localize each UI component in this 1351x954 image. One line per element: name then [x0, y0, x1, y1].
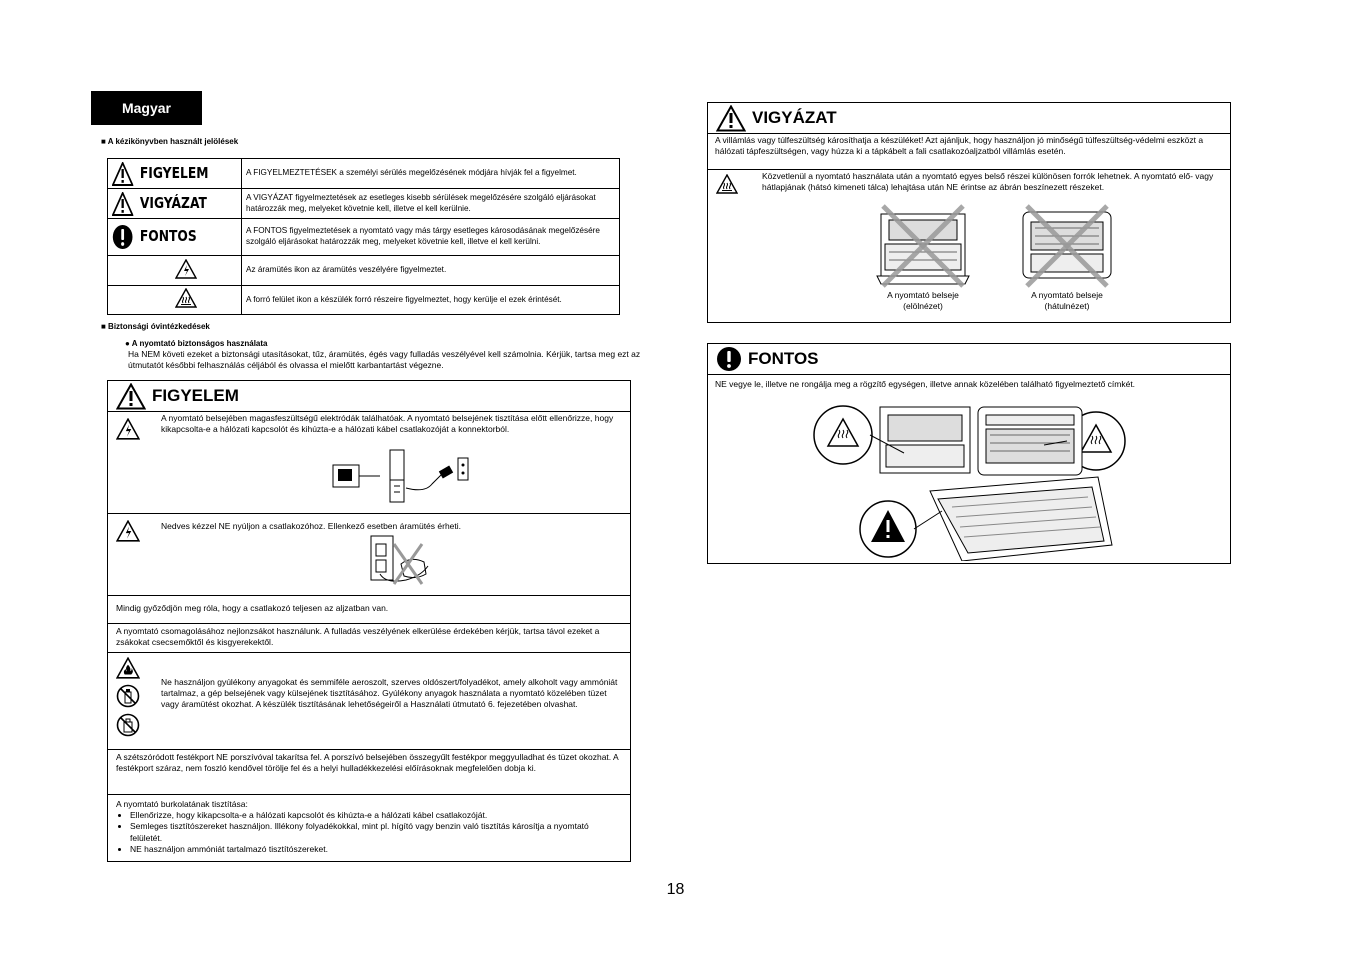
- figyelem-box-header: [108, 381, 630, 411]
- electric-shock-icon: [116, 418, 140, 440]
- figyelem-box-title: FIGYELEM: [152, 385, 239, 405]
- no-aerosol-icon: [116, 713, 140, 737]
- warning-triangle-icon: [112, 162, 133, 186]
- list-item: • Ellenőrizze, hogy kikapcsolta-e a hálózati kapcsolót és kihúzta-e a hálózati kábel csatlakozóját.: [130, 810, 622, 821]
- electric-shock-icon: [175, 259, 197, 279]
- fontos-box-title: FONTOS: [748, 348, 819, 368]
- vigyazat-row-hot-parts: Közvetlenül a nyomtató használata után a nyomtató egyes belső részei különösen forrók lehetnek. A nyomtató elő- vagy hátlapjának (hátsó kimeneti tálca) lehajtása után NE érintse az ábrán beszínezett részeket. A nyomtató belseje (elölnézet) A nyomtató belseje (hátulnézet): [708, 169, 1230, 322]
- front-caption: A nyomtató belseje (elölnézet): [887, 290, 959, 312]
- fontos-box: [707, 343, 1231, 564]
- legend-row-hot: [108, 286, 620, 315]
- printer-front-interior-illustration: [875, 204, 971, 288]
- section-heading-symbols: ■ A kézikönyvben használt jelölések: [101, 137, 239, 146]
- hot-description: A forró felület ikon a készülék forró részeire figyelmeztet, hogy kerülje el ezek érintését.: [242, 286, 620, 315]
- vigyazat-description: A VIGYÁZAT figyelmeztetések az esetleges kisebb sérülések megelőzésére szolgáló eljárásokat határozzák meg, melyeket követnie kell, illetve el kell kerülnie.: [242, 189, 620, 219]
- vigyazat-box: [707, 102, 1231, 323]
- warning-triangle-icon: [116, 383, 146, 410]
- printer-rear-interior-illustration: [1019, 204, 1115, 288]
- fire-warning-icon: [116, 657, 140, 679]
- fontos-description: A FONTOS figyelmeztetések a nyomtató vagy más tárgy esetleges károsodásának megelőzésére szolgáló eljárásokat határozzák meg, melyeket követnie kell, illetve el kell kerülni.: [242, 219, 620, 256]
- caution-triangle-icon: [112, 192, 133, 216]
- vigyazat-box-title: VIGYÁZAT: [752, 107, 837, 127]
- vigyazat-box-header: [708, 103, 1230, 133]
- unplug-illustration: [330, 448, 476, 506]
- vigyazat-row-lightning: A villámlás vagy túlfeszültség károsíthatja a készüléket! Azt ajánljuk, hogy használjon jó minőségű túlfeszültség-védelmi eszközt a hálózati tápfeszültségen, vagy húzza ki a tápkábelt a fali csatlakozóaljzatból villámlás esetén.: [708, 133, 1230, 169]
- legend-row-shock: [108, 256, 620, 286]
- fontos-row-label: NE vegye le, illetve ne rongálja meg a rögzítő egységen, illetve annak közelében található figyelmeztető címkét.: [708, 374, 1230, 563]
- list-item: • Semleges tisztítószereket használjon. Illékony folyadékokkal, mint pl. hígító vagy benzin való tisztítás károsítja a nyomtató felületét.: [130, 821, 622, 843]
- intro-paragraph: Ha NEM követi ezeket a biztonsági utasításokat, tűz, áramütés, égés vagy fulladás veszélyével kell számolnia. Kérjük, tartsa meg ezt az útmutatót későbbi felhasználás céljából és olvassa el mielőtt karbantartást végezne.: [128, 349, 641, 371]
- hot-surface-icon: [175, 288, 197, 308]
- figyelem-row-flammable: Ne használjon gyúlékony anyagokat és semmiféle aeroszolt, szerves oldószert/folyadékot, amely alkoholt vagy ammóniát tartalmaz, a gép belsejének vagy külsejének tisztításához. Gyúlékony anyagok használata a nyomtató közelében tüzet vagy áramütést okozhat. A készülék tisztításának lehetőségeiről a Használati útmutató 6. fejezetében olvashat.: [108, 652, 630, 749]
- figyelem-label: FIGYELEM: [139, 163, 209, 182]
- list-item: • NE használjon ammóniát tartalmazó tisztítószereket.: [130, 844, 622, 855]
- figyelem-row-electrodes: A nyomtató belsejében magasfeszültségű elektródák találhatóak. A nyomtató belsejének tisztítása előtt ellenőrizze, hogy kikapcsolta-e a hálózati kapcsolót és kihúzta-e a hálózati kábel csatlakozóját a konnektorból.: [108, 411, 630, 513]
- figyelem-row-plastic-bags: A nyomtató csomagolásához nejlonzsákot használunk. A fulladás veszélyének elkerülése érdekében kérjük, tartsa távol ezeket a zsákokat csecsemőktől és kisgyerekektől.: [108, 623, 630, 652]
- page-number: 18: [666, 881, 685, 898]
- wet-hands-illustration: [366, 534, 434, 590]
- legend-row-vigyazat: [108, 189, 620, 219]
- rear-caption: A nyomtató belseje (hátulnézet): [1031, 290, 1103, 312]
- language-tab: Magyar: [91, 91, 202, 125]
- section-heading-safety: ■ Biztonsági óvintézkedések: [101, 322, 210, 331]
- fontos-label: FONTOS: [139, 227, 197, 246]
- figyelem-description: A FIGYELMEZTETÉSEK a személyi sérülés megelőzésének módjára hívják fel a figyelmet.: [242, 159, 620, 189]
- caution-triangle-icon: [716, 105, 746, 132]
- fuser-label-illustration: [812, 395, 1130, 561]
- electric-shock-icon: [116, 520, 140, 542]
- figyelem-row-plug: Mindig győződjön meg róla, hogy a csatlakozó teljesen az aljzatban van.: [108, 595, 630, 623]
- legend-row-figyelem: [108, 159, 620, 189]
- hot-surface-icon: [716, 174, 738, 194]
- fontos-box-header: [708, 344, 1230, 374]
- important-circle-icon: [112, 224, 133, 250]
- no-flammable-spray-icon: [116, 684, 140, 708]
- important-circle-icon: [716, 346, 742, 372]
- figyelem-row-toner: A szétszóródott festékport NE porszívóval takarítsa fel. A porszívó belsejében összegyűlt festékpor meggyulladhat és tüzet okozhat. A festékport száraz, nem foszló kendővel törölje fel és a helyi hulladékkezelési előírásoknak megfelelően dobja ki.: [108, 749, 630, 794]
- shock-description: Az áramütés ikon az áramütés veszélyére figyelmeztet.: [242, 256, 620, 286]
- legend-row-fontos: [108, 219, 620, 256]
- figyelem-row-cleaning: A nyomtató burkolatának tisztítása: • Ellenőrizze, hogy kikapcsolta-e a hálózati kapcsolót és kihúzta-e a hálózati kábel csatlakozóját. • Semleges tisztítószereket használjon. Illékony folyadékokkal, mint pl. hígító vagy benzin való tisztítás károsítja a nyomtató felületét. • NE használjon ammóniát tartalmazó tisztítószereket.: [108, 794, 630, 861]
- figyelem-box: [107, 380, 631, 862]
- cleaning-list: [116, 810, 622, 855]
- subsection-heading: ● A nyomtató biztonságos használata: [125, 339, 268, 348]
- symbols-legend-table: [107, 158, 620, 315]
- vigyazat-label: VIGYÁZAT: [139, 193, 207, 212]
- figyelem-row-wet-hands: Nedves kézzel NE nyúljon a csatlakozóhoz. Ellenkező esetben áramütés érheti.: [108, 513, 630, 595]
